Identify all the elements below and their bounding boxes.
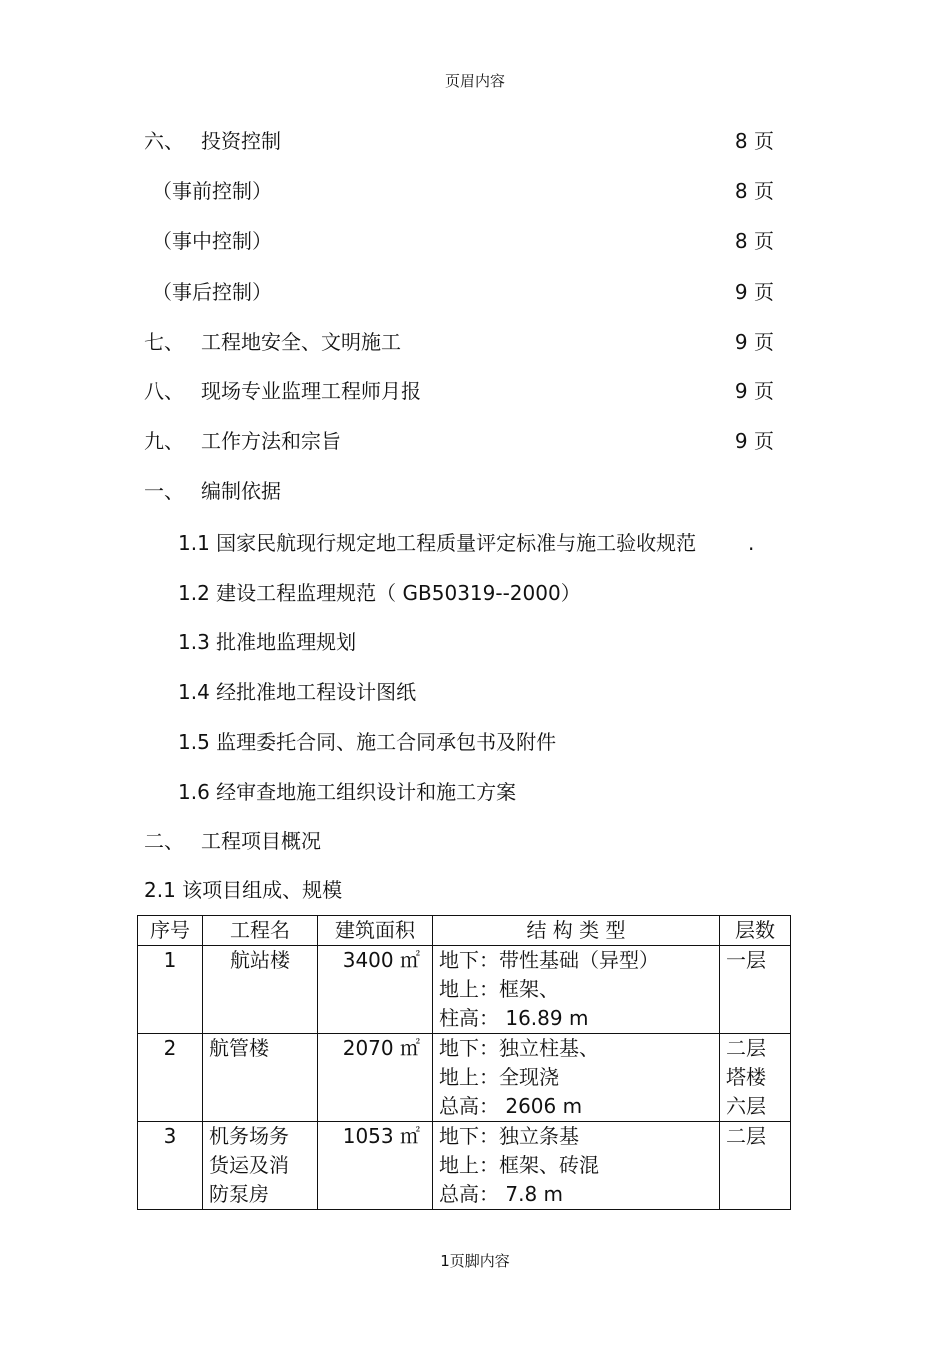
cell-area: 2070 ㎡ [318,1034,433,1122]
toc-number: 七、 [144,330,184,354]
toc-page: 8 页 [734,229,774,253]
cell-floors [720,946,791,1034]
cell-structure [433,946,720,1034]
cell-name [203,1122,318,1210]
page-footer: 1页脚内容 [440,1252,510,1270]
section-number: 二、 [144,829,184,853]
structure-line: 总高： 2606 m [439,1094,583,1118]
cell-number: 1 [138,946,203,1034]
toc-number: 六、 [144,129,184,153]
structure-line: 地下：独立条基 [439,1124,579,1148]
structure-line: 柱高： 16.89 m [439,1006,589,1030]
floors-line: 塔楼 [726,1065,766,1089]
toc-row [144,227,774,255]
page-header: 页眉内容 [444,72,505,90]
floors-line: 二层 [726,1124,766,1148]
cell-area: 3400 ㎡ [318,946,433,1034]
toc-row [144,377,774,405]
structure-line: 地上：全现浇 [439,1065,559,1089]
cell-number: 2 [138,1034,203,1122]
header-cell-structure: 结 构 类 型 [433,916,720,946]
structure-line: 地上：框架、 [439,977,559,1001]
floors-line: 六层 [726,1094,766,1118]
toc-title: 投资控制 [201,129,281,153]
basis-item: 1.2 建设工程监理规范（ GB50319--2000） [178,581,581,605]
basis-item: 1.4 经批准地工程设计图纸 [178,680,417,704]
basis-item: 1.6 经审查地施工组织设计和施工方案 [178,780,517,804]
toc-title: （事后控制） [152,280,272,304]
toc-number: 八、 [144,379,184,403]
project-table [137,915,791,1210]
header-cell-number: 序号 [138,916,203,946]
name-line: 机务场务 [209,1124,289,1148]
toc-title: （事中控制） [152,229,272,253]
table-row [138,1122,791,1210]
toc-row [144,177,774,205]
toc-title: （事前控制） [152,179,272,203]
toc-page: 8 页 [734,179,774,203]
section-title: 编制依据 [201,479,281,503]
floors-line: 二层 [726,1036,766,1060]
header-cell-name: 工程名 [203,916,318,946]
toc-row [144,328,774,356]
toc-page: 9 页 [734,379,774,403]
toc-page: 9 页 [734,429,774,453]
toc-number: 九、 [144,429,184,453]
table-row [138,1034,791,1122]
toc-page: 9 页 [734,280,774,304]
section-number: 一、 [144,479,184,503]
toc-row [144,427,774,455]
structure-line: 地上：框架、砖混 [439,1153,599,1177]
basis-period: . [748,531,755,555]
floors-line: 一层 [726,948,766,972]
toc-title: 工程地安全、文明施工 [201,330,401,354]
name-line: 航管楼 [209,1036,269,1060]
toc-row [144,278,774,306]
structure-line: 总高： 7.8 m [439,1182,564,1206]
cell-area: 1053 ㎡ [318,1122,433,1210]
cell-structure [433,1034,720,1122]
toc-title: 现场专业监理工程师月报 [201,379,421,403]
cell-structure [433,1122,720,1210]
toc-title: 工作方法和宗旨 [201,429,341,453]
basis-item: 1.1 国家民航现行规定地工程质量评定标准与施工验收规范 [178,531,697,555]
table-row [138,946,791,1034]
cell-number: 3 [138,1122,203,1210]
cell-name [203,946,318,1034]
section-title: 工程项目概况 [201,829,321,853]
table-header-row [138,916,791,946]
toc-row [144,127,774,155]
basis-item: 1.3 批准地监理规划 [178,630,357,654]
name-line: 航站楼 [230,948,290,972]
name-line: 防泵房 [209,1182,269,1206]
toc-page: 8 页 [734,129,774,153]
subsection-heading: 2.1 该项目组成、规模 [144,878,343,902]
cell-floors [720,1034,791,1122]
basis-item: 1.5 监理委托合同、施工合同承包书及附件 [178,730,557,754]
toc-page: 9 页 [734,330,774,354]
structure-line: 地下：带性基础（异型） [439,948,659,972]
name-line: 货运及消 [209,1153,289,1177]
structure-line: 地下：独立柱基、 [439,1036,599,1060]
header-cell-floors: 层数 [720,916,791,946]
header-cell-area: 建筑面积 [318,916,433,946]
cell-floors [720,1122,791,1210]
cell-name [203,1034,318,1122]
